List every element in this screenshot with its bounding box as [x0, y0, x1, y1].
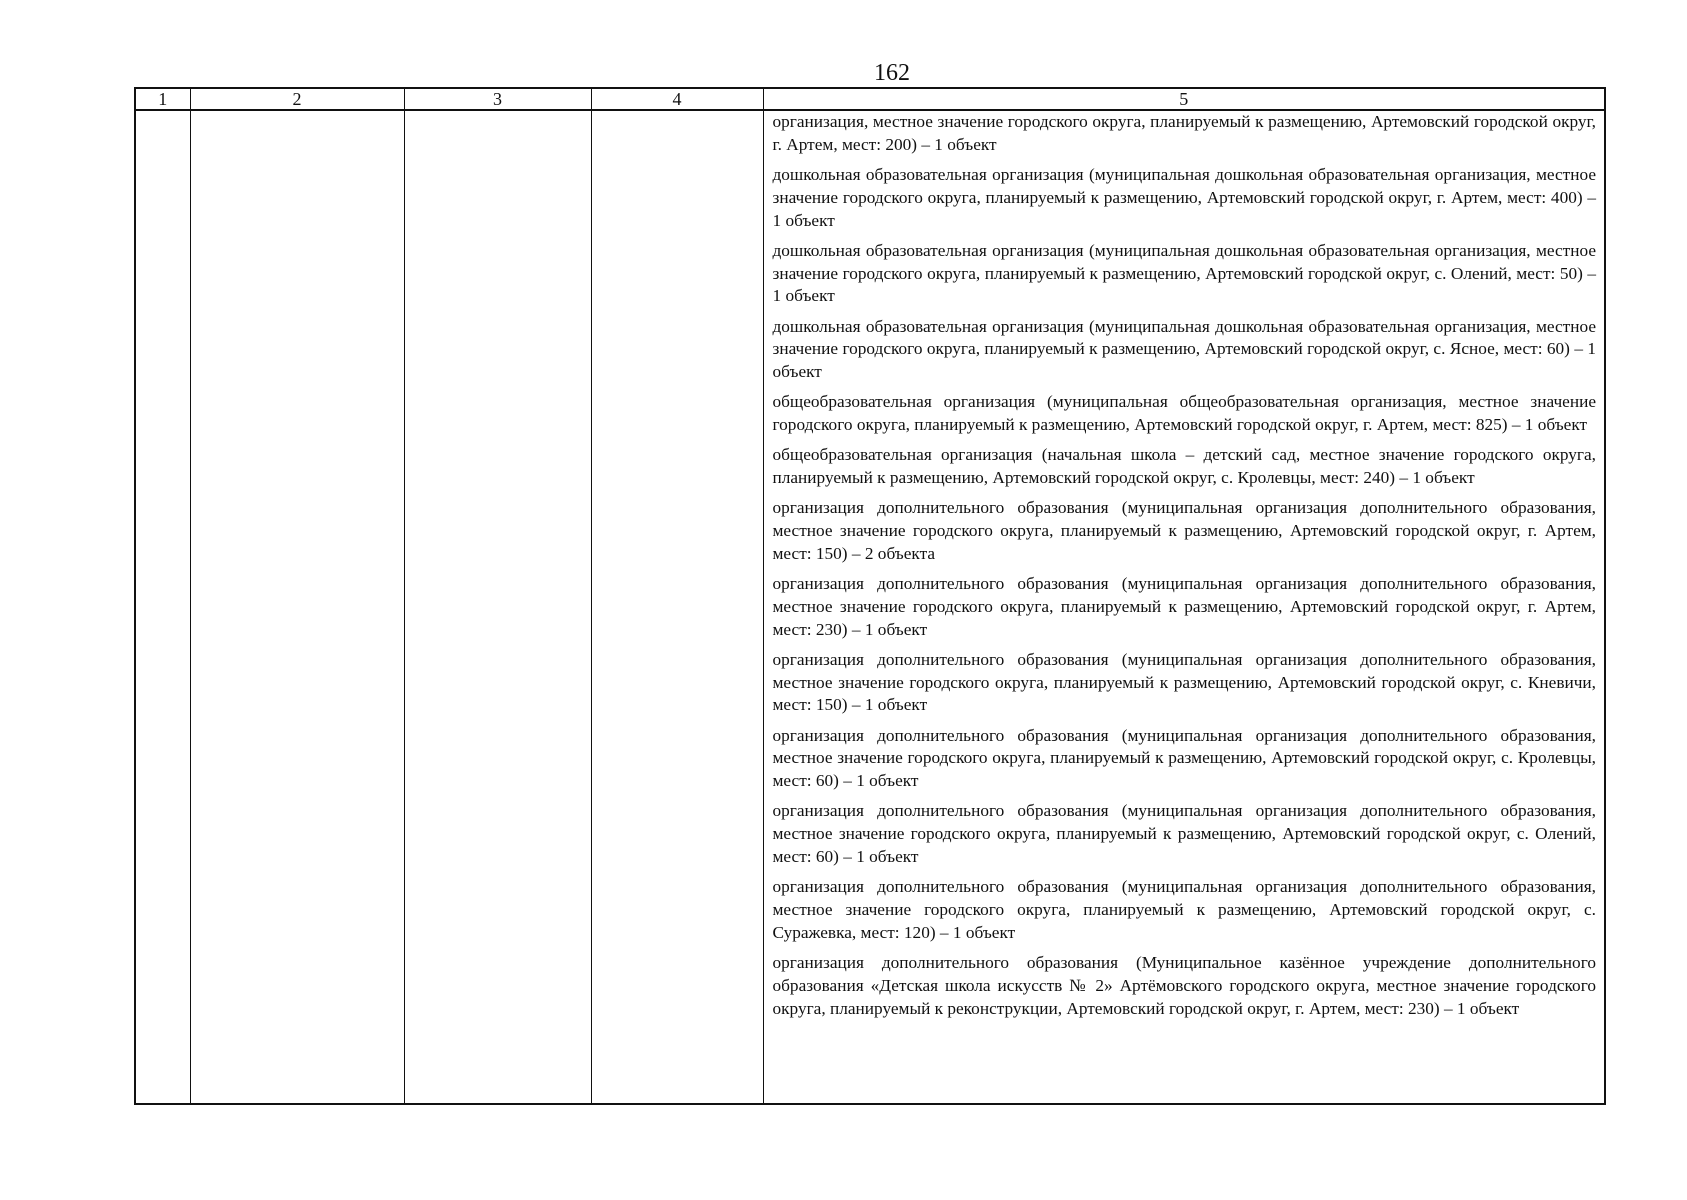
table-body: [135, 110, 1605, 1104]
cell-column-2: [190, 110, 404, 1104]
list-item: дошкольная образовательная организация (муниципальная дошкольная образовательная организация, местное значение городского округа, планируемый к размещению, Артемовский городской округ, с. Олений, мест: 50) – 1 объект: [772, 240, 1596, 306]
list-item: организация дополнительного образования (муниципальная организация дополнительного образования, местное значение городского округа, планируемый к размещению, Артемовский городской округ, с. Олений, мест: 60) – 1 объект: [772, 801, 1596, 867]
page-number: 162: [874, 60, 910, 86]
list-item: организация дополнительного образования (муниципальная организация дополнительного образования, местное значение городского округа, планируемый к размещению, Артемовский городской округ, с. Кролевцы, мест: 60) – 1 объект: [772, 725, 1596, 791]
column-header-3: 3: [404, 88, 591, 110]
cell-column-1: [135, 110, 190, 1104]
list-item: общеобразовательная организация (начальная школа – детский сад, местное значение городского округа, планируемый к размещению, Артемовский городской округ, с. Кролевцы, мест: 240) – 1 объект: [772, 445, 1596, 488]
list-item: организация дополнительного образования (муниципальная организация дополнительного образования, местное значение городского округа, планируемый к размещению, Артемовский городской округ, г. Артем, мест: 150) – 2 объекта: [772, 498, 1596, 563]
entries-list: [764, 111, 1605, 1024]
cell-column-4: [591, 110, 763, 1104]
column-header-2: 2: [190, 88, 404, 110]
column-header-4: 4: [591, 88, 763, 110]
column-header-5: 5: [763, 88, 1605, 110]
document-table: [134, 87, 1606, 1105]
table-row: [135, 110, 1605, 1104]
list-item: организация дополнительного образования (муниципальная организация дополнительного образования, местное значение городского округа, планируемый к размещению, Артемовский городской округ, с. Суражевка, мест: 120) – 1 объект: [772, 877, 1596, 942]
cell-column-3: [404, 110, 591, 1104]
cell-column-5: [763, 110, 1605, 1104]
header-row: [135, 88, 1605, 110]
list-item: дошкольная образовательная организация (муниципальная дошкольная образовательная организация, местное значение городского округа, планируемый к размещению, Артемовский городской округ, г. Артем, мест: 400) – 1 объект: [772, 164, 1596, 230]
list-item: организация дополнительного образования (Муниципальное казённое учреждение дополнительного образования «Детская школа искусств № 2» Артёмовского городского округа, местное значение городского округа, планируемый к реконструкции, Артемовский городской округ, г. Артем, мест: 230) – 1 объект: [772, 952, 1596, 1018]
list-item: дошкольная образовательная организация (муниципальная дошкольная образовательная организация, местное значение городского округа, планируемый к размещению, Артемовский городской округ, с. Ясное, мест: 60) – 1 объект: [772, 316, 1596, 382]
list-item: организация дополнительного образования (муниципальная организация дополнительного образования, местное значение городского округа, планируемый к размещению, Артемовский городской округ, г. Артем, мест: 230) – 1 объект: [772, 574, 1596, 639]
table-header: [135, 88, 1605, 110]
list-item: организация, местное значение городского округа, планируемый к размещению, Артемовский городской округ, г. Артем, мест: 200) – 1 объект: [772, 112, 1596, 154]
column-header-1: 1: [135, 88, 190, 110]
list-item: общеобразовательная организация (муниципальная общеобразовательная организация, местное значение городского округа, планируемый к размещению, Артемовский городской округ, г. Артем, мест: 825) – 1 объект: [772, 392, 1596, 435]
list-item: организация дополнительного образования (муниципальная организация дополнительного образования, местное значение городского округа, планируемый к размещению, Артемовский городской округ, с. Кневичи, мест: 150) – 1 объект: [772, 649, 1596, 715]
